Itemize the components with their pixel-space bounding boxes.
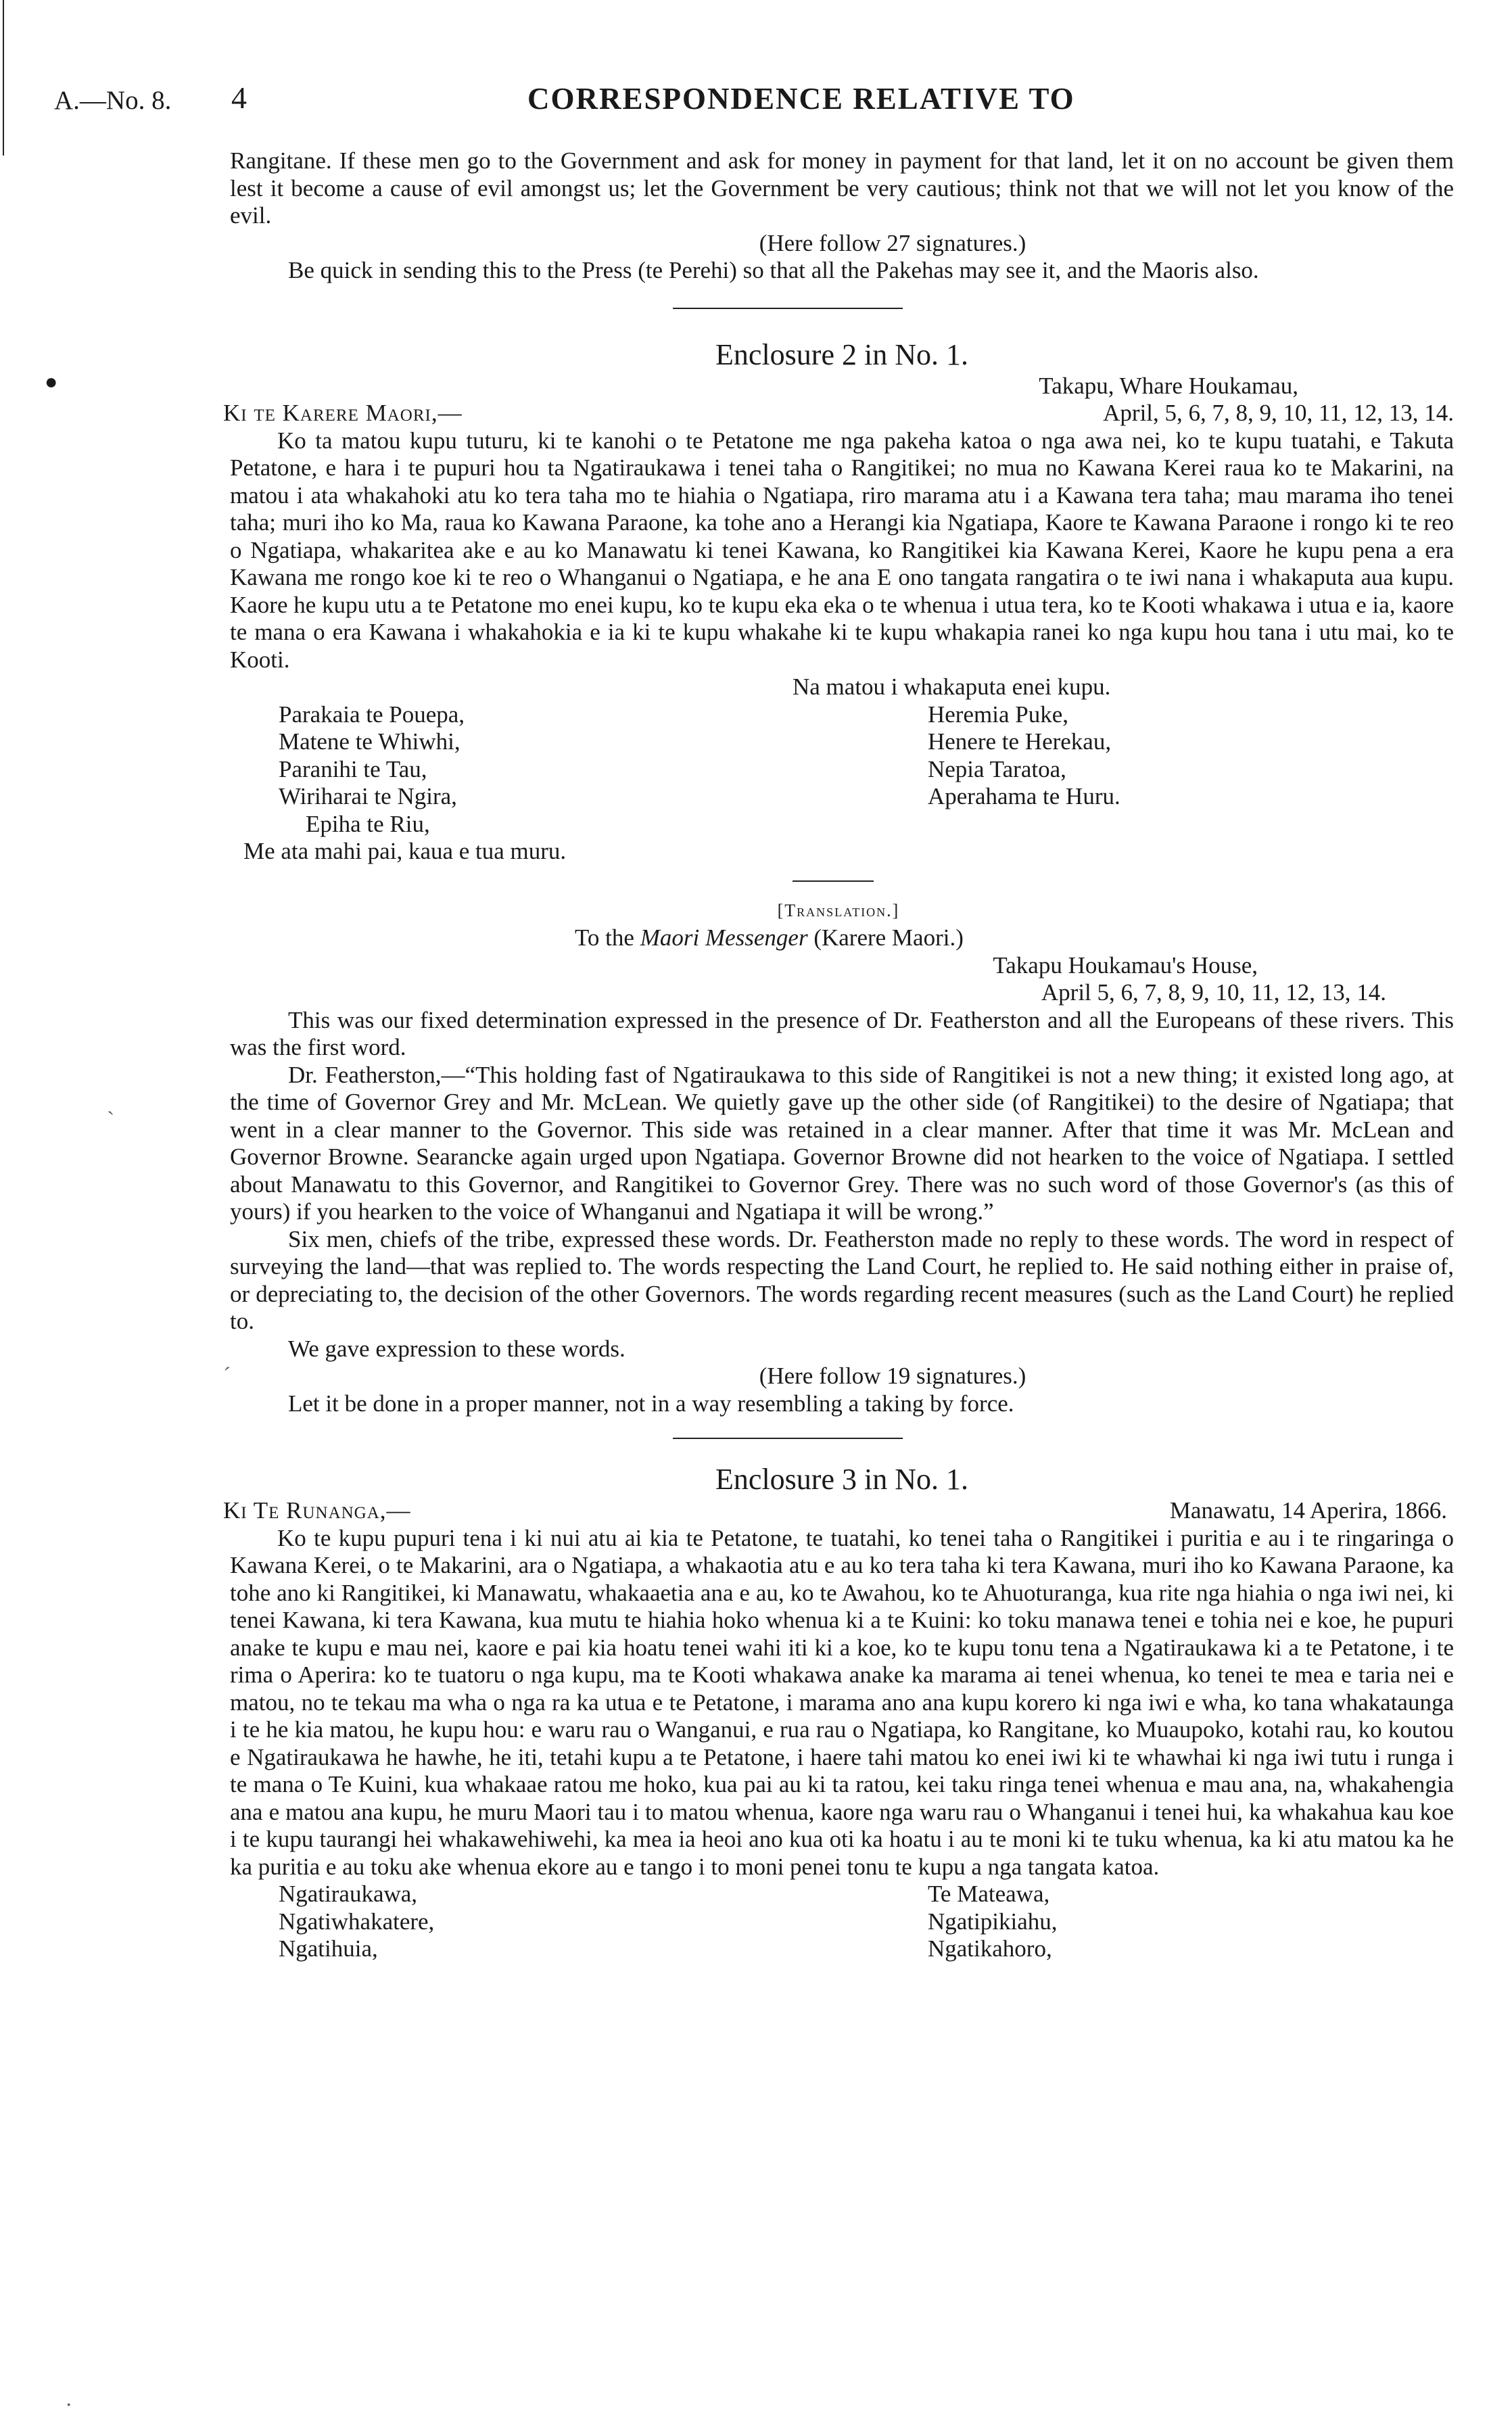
intro-paragraph-press: Be quick in sending this to the Press (te Perehi) so that all the Pakehas may see it, and the Maoris also. <box>288 257 1259 283</box>
enclosure-3-tribes <box>230 1881 1454 1966</box>
page-title: CORRESPONDENCE RELATIVE TO <box>527 82 1075 116</box>
page-number: 4 <box>231 80 247 115</box>
enclosure-3-heading: Enclosure 3 in No. 1. <box>715 1463 968 1496</box>
enclosure-2-addressee: Ki te Karere Maori,— <box>223 400 463 426</box>
signatures-note: (Here follow 27 signatures.) <box>759 229 1026 256</box>
tribe-name: Ngatihuia, <box>279 1935 378 1962</box>
translation-quote: Dr. Featherston,—“This holding fast of Ngatiraukawa to this side of Rangitikei is not a new thing; it existed long ago, at the time of Governor Grey and Mr. McLean. We quietly gave up the other side (of Rangitikei) to the desire of Ngatiapa; that went in a clear manner to the Governor. This side was retained in a clear manner. After that time it was Mr. McLean and Governor Browne. Searancke again urged upon Ngatiapa. Governor Browne did not hearken to the voice of Ngatiapa. I settled about Manawatu to this Governor, and Rangitikei to Governor Grey. There was no such word of those Governor's (as this of yours) if you hearken to the voice of Whanganui and Ngatiapa it will be wrong.” <box>230 1061 1454 1225</box>
enclosure-3-address-row <box>223 1497 1454 1525</box>
signatory: Wiriharai te Ngira, <box>279 783 457 809</box>
signatory: Heremia Puke, <box>928 701 1068 728</box>
tribe-name: Ngatikahoro, <box>928 1935 1052 1962</box>
enclosure-2-dates: April, 5, 6, 7, 8, 9, 10, 11, 12, 13, 14. <box>1103 400 1454 426</box>
margin-tick-mark: ˊ <box>223 1363 231 1388</box>
translation-paragraph: Let it be done in a proper manner, not in a way resembling a taking by force. <box>288 1390 1014 1417</box>
document-reference: A.—No. 8. <box>54 86 172 115</box>
enclosure-2-closing: Na matou i whakaputa enei kupu. <box>793 674 1111 700</box>
enclosure-3-addressee: Ki Te Runanga,— <box>223 1497 411 1524</box>
translation-dates: April 5, 6, 7, 8, 9, 10, 11, 12, 13, 14. <box>1041 979 1386 1006</box>
enclosure-2-body: Ko ta matou kupu tuturu, ki te kanohi o te Petatone me nga pakeha katoa o nga awa nei, ko te kupu tuatahi, e Takuta Petatone, e hara i te pupuri hou ta Ngatiraukawa i tenei taha o Rangitikei; no mua no Kawana Kerei raua ko te Makarini, na matou i ata whakahoki atu ko tera taha mo te hiahia o Ngatiapa, riro marama atu i a Kawana tera taha; mau marama iho tenei taha; muri iho ko Ma, raua ko Kawana Paraone, ka tohe ano a Herangi kia Ngatiapa, Kaore te Kawana Paraone i rongo ki te reo o Ngatiapa, whakaritea ake e au ko Manawatu ki tenei Kawana, ko Rangitikei kia Kawana Kerei, Kaore he kupu pena a era Kawana me rongo koe ki te reo o Whanganui o Ngatiapa, e he ana E ono tangata rangatira o te iwi nana i whakaputa aua kupu. Kaore he kupu utu a te Petatone mo enei kupu, ko te kupu eka eka o te whenua i utua tera, ko te Kooti whakawa i utua e ia, kaore te mana o era Kawana i whakahokia e ia ki te kupu whakahe ki te kupu whakapia ranei ko nga kupu hou tana i utu mai, ko te Kooti. <box>230 427 1454 673</box>
signatures-note: (Here follow 19 signatures.) <box>759 1363 1026 1389</box>
tribe-name: Ngatiraukawa, <box>279 1881 418 1907</box>
translation-paragraph: Six men, chiefs of the tribe, expressed these words. Dr. Featherston made no reply to these words. The word in respect of surveying the land—that was replied to. The words respecting the Land Court, he replied to. He said nothing either in praise of, or depreciating to, the decision of the other Governors. The words regarding recent measures (such as the Land Court) he replied to. <box>230 1225 1454 1334</box>
margin-dot-mark: · <box>65 2393 73 2418</box>
signatory: Parakaia te Pouepa, <box>279 701 465 728</box>
enclosure-2-postscript: Me ata mahi pai, kaua e tua muru. <box>243 838 567 864</box>
tribe-name: Ngatipikiahu, <box>928 1908 1058 1935</box>
tribe-name: Ngatiwhakatere, <box>279 1908 435 1935</box>
signatory: Epiha te Riu, <box>306 810 430 837</box>
intro-paragraph: Rangitane. If these men go to the Government and ask for money in payment for that land, let it on no account be given them lest it become a cause of evil amongst us; let the Government be very cautious; think not that we will not let you know of the evil. <box>230 147 1454 229</box>
translation-paragraph: We gave expression to these words. <box>288 1335 625 1362</box>
tribe-name: Te Mateawa, <box>928 1881 1050 1907</box>
enclosure-2-address-row <box>223 400 1454 427</box>
signatory: Henere te Herekau, <box>928 728 1112 755</box>
translation-label: [Translation.] <box>777 900 900 920</box>
enclosure-2-place: Takapu, Whare Houkamau, <box>1039 372 1298 399</box>
translation-addressee: To the Maori Messenger (Karere Maori.) <box>575 924 964 951</box>
enclosure-3-place-date: Manawatu, 14 Aperira, 1866. <box>1169 1497 1447 1524</box>
signatory: Matene te Whiwhi, <box>279 728 460 755</box>
translation-paragraph: This was our fixed determination expressed in the presence of Dr. Featherston and all the Europeans of these rivers. This was the first word. <box>230 1006 1454 1060</box>
enclosure-2-heading: Enclosure 2 in No. 1. <box>715 337 968 371</box>
page-header <box>0 0 1512 135</box>
signatory: Paranihi te Tau, <box>279 755 427 782</box>
signatory: Aperahama te Huru. <box>928 783 1120 809</box>
signatory: Nepia Taratoa, <box>928 755 1066 782</box>
enclosure-2-signatories <box>230 701 1454 811</box>
margin-tick-mark: ˋ <box>107 1108 115 1133</box>
page-body <box>223 147 1454 1966</box>
margin-bullet-mark: ● <box>45 369 58 394</box>
enclosure-3-body: Ko te kupu pupuri tena i ki nui atu ai kia te Petatone, te tuatahi, ko tenei taha o Rangitikei i puritia e au i te ringaringa o Kawana Kerei, o te Makarini, ara o Ngatiapa, a whakaotia atu e au ko tera taha ki tera Kawana, muri iho ko Kawana Paraone, ka tohe ano ki Rangitikei, ki Manawatu, whakaaetia ana e au, ko te Awahou, ko te Ahuoturanga, kua rite nga hiahia o nga iwi nei, ki tenei Kawana, ki tera Kawana, kua mutu te hiahia hoko whenua ki a te Kuini: ko toku manawa tenei e tohia nei e koe, he pupuri anake te kupu e mau nei, kaore e pai kia hoatu tenei wahi iti ki a koe, ko te kupu tonu tena a Ngatiraukawa ki a te Petatone, i te rima o Aperira: ko te tuatoru o nga kupu, ma te Kooti whakawa anake ka marama ai tenei whenua, ko tenei te mea e taria nei e matou, no te tekau ma wha o nga ra ka utua e te Petatone, i marama ano ana kupu korero ki nga iwi e wha, ko tana whakataunga i te he kia matou, he kupu hou: e waru rau o Wanganui, e rua rau o Ngatiapa, ko Rangitane, ko Muaupoko, kotahi rau, ko koutou e Ngatiraukawa he hawhe, he iti, tetahi kupu a te Petatone, i haere tahi matou ko enei iwi ki te whawhai ki nga iwi tutu i runga i te mana o Te Kuini, kua whakaae ratou me hoko, kua pai au ki ta ratou, kei taku ringa tenei whenua e mau ana, na, whakahengia ana e matou ana kupu, he muru Maori tau i to matou whenua, kaore nga waru rau o Whanganui i tenei hui, ka whakahua kau koe i te kupu taurangi hei whakawehiwehi, ka mea ia heoi ano kua oti ka hoatu i au te moni ki te tuku whenua, ka ki atu matou ka he ka puritia e au toku ake whenua ekore au e tango i to moni penei tonu te kupu a nga tangata katoa. <box>230 1524 1454 1880</box>
translation-place: Takapu Houkamau's House, <box>993 951 1258 979</box>
